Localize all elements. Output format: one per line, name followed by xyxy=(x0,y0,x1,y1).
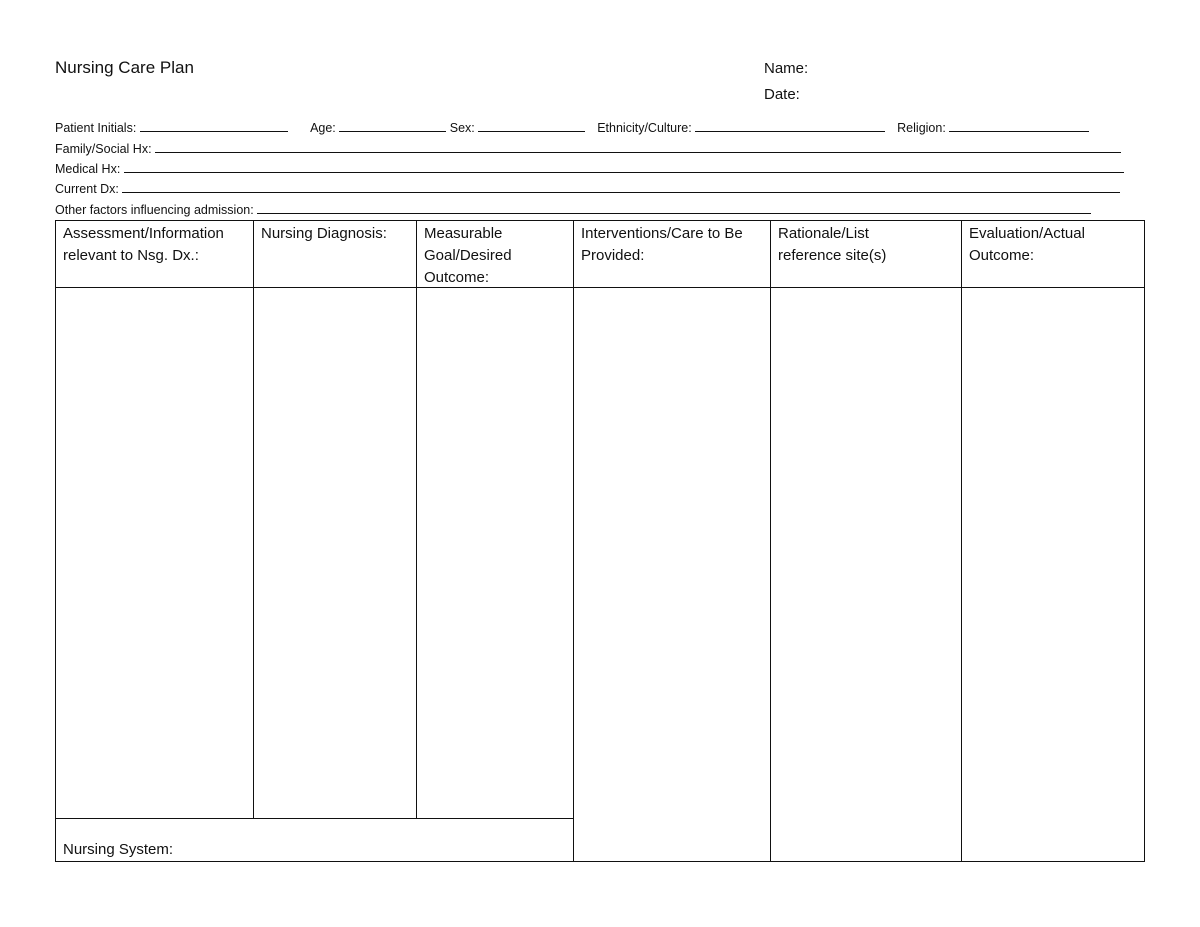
medical-line xyxy=(55,161,1124,177)
ethnicity-label: Ethnicity/Culture: xyxy=(597,121,692,135)
patient-initials-label: Patient Initials: xyxy=(55,121,137,135)
family-social-blank[interactable] xyxy=(155,141,1121,153)
column-divider xyxy=(573,220,574,862)
other-factors-line xyxy=(55,202,1091,218)
care-plan-table xyxy=(55,220,1145,862)
nursing-system-divider xyxy=(55,818,573,819)
family-social-line xyxy=(55,141,1121,157)
other-factors-blank[interactable] xyxy=(257,202,1091,214)
header-rationale: Rationale/List reference site(s) xyxy=(778,225,887,264)
header-divider xyxy=(55,287,1145,288)
patient-initials-blank[interactable] xyxy=(140,120,288,132)
age-blank[interactable] xyxy=(339,120,446,132)
table-border xyxy=(55,220,1145,862)
sex-blank[interactable] xyxy=(478,120,585,132)
medical-blank[interactable] xyxy=(124,161,1124,173)
header-evaluation: Evaluation/Actual Outcome: xyxy=(969,225,1085,264)
header-assessment: Assessment/Information relevant to Nsg. Dx.: xyxy=(63,225,224,264)
column-divider xyxy=(253,220,254,819)
header-nursing-diagnosis: Nursing Diagnosis: xyxy=(261,225,387,242)
ethnicity-blank[interactable] xyxy=(695,120,885,132)
current-dx-blank[interactable] xyxy=(122,181,1120,193)
column-divider xyxy=(961,220,962,862)
medical-label: Medical Hx: xyxy=(55,162,121,176)
religion-blank[interactable] xyxy=(949,120,1089,132)
sex-label: Sex: xyxy=(449,121,475,135)
other-factors-label: Other factors influencing admission: xyxy=(55,203,254,217)
header-interventions: Interventions/Care to Be Provided: xyxy=(581,225,743,264)
column-divider xyxy=(416,220,417,819)
current-dx-line xyxy=(55,181,1120,197)
family-social-label: Family/Social Hx: xyxy=(55,142,152,156)
column-divider xyxy=(770,220,771,862)
patient-info-line xyxy=(55,120,1089,136)
page-title: Nursing Care Plan xyxy=(55,58,194,77)
religion-label: Religion: xyxy=(897,121,946,135)
name-label: Name: xyxy=(764,60,809,77)
header-goal-outcome: Measurable Goal/Desired Outcome: xyxy=(424,225,512,286)
date-label: Date: xyxy=(764,86,800,103)
nursing-system-label: Nursing System: xyxy=(63,841,174,858)
age-label: Age: xyxy=(310,121,336,135)
current-dx-label: Current Dx: xyxy=(55,182,119,196)
